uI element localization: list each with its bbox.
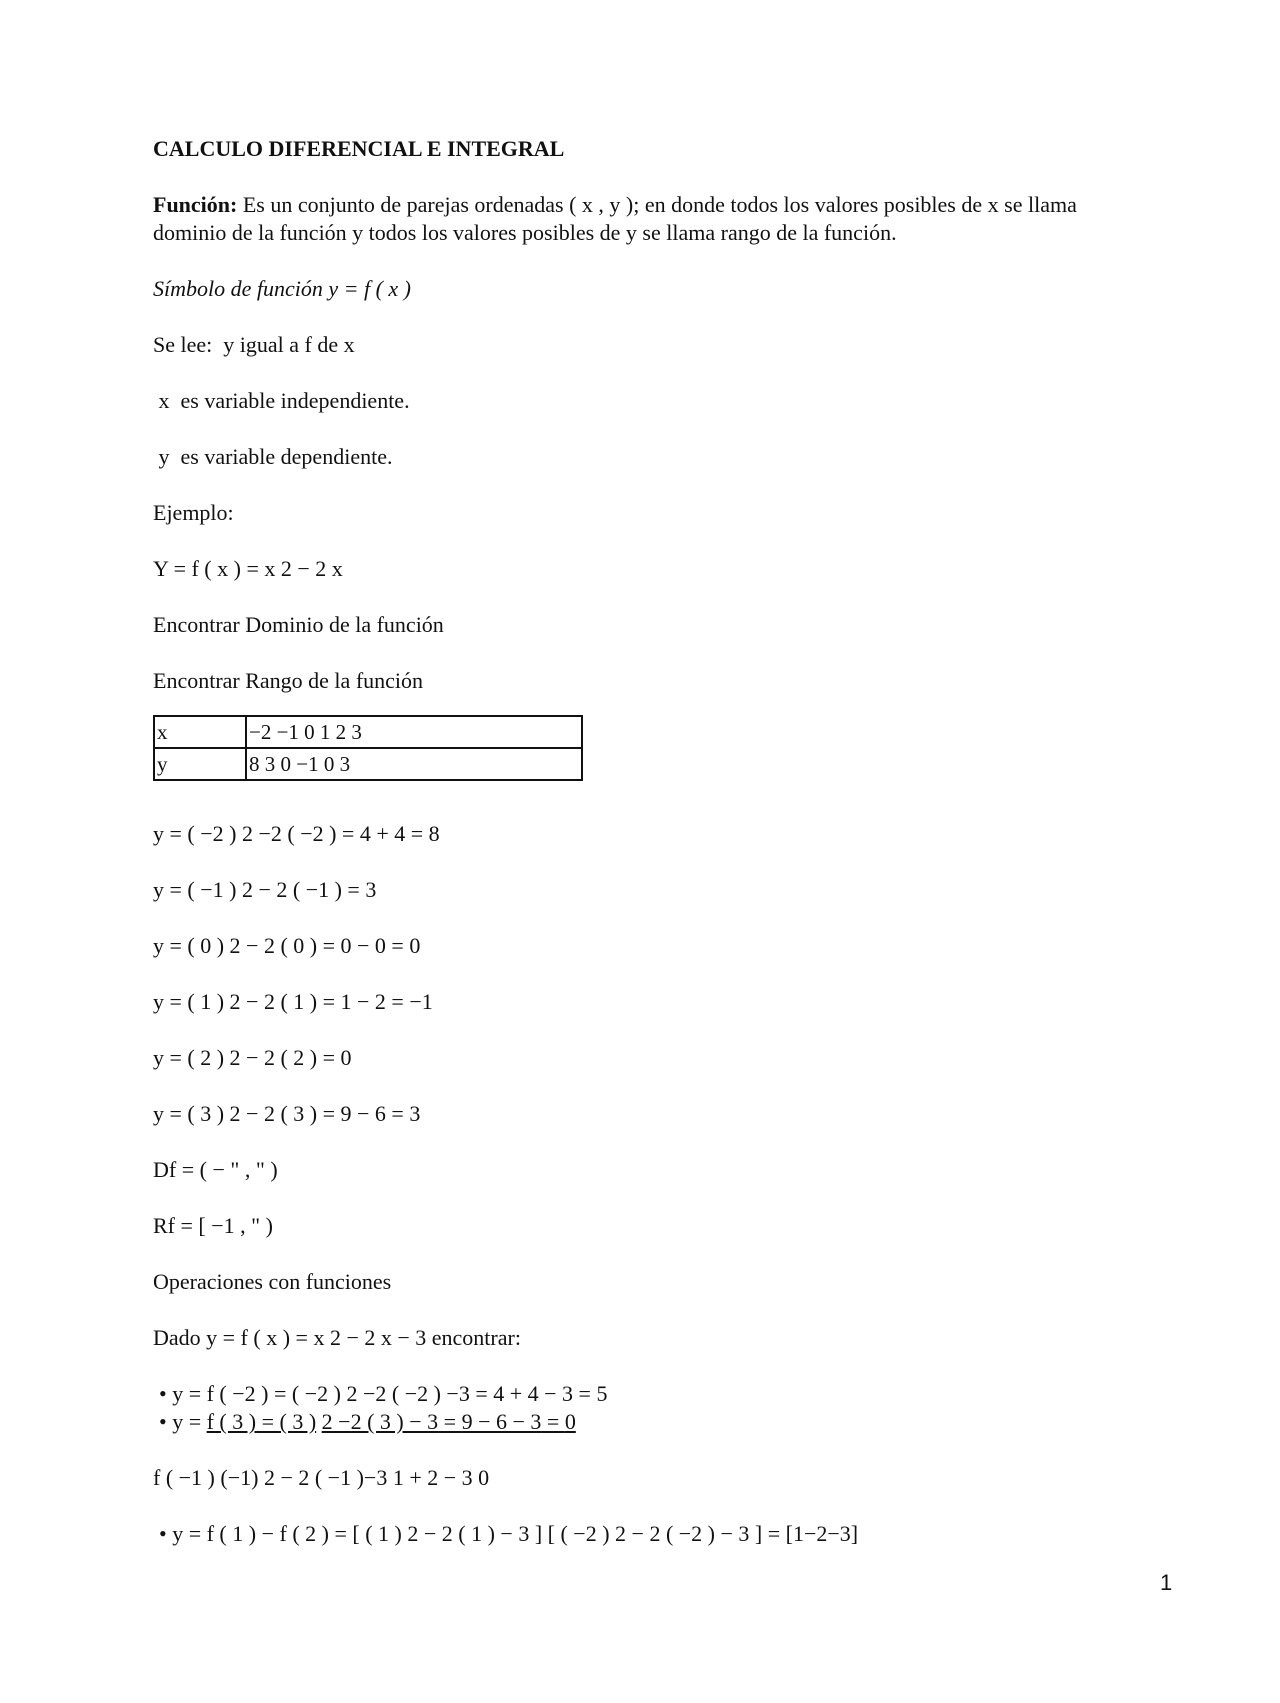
- document-title: CALCULO DIFERENCIAL E INTEGRAL: [153, 136, 565, 161]
- evaluation-line: y = ( 3 ) 2 − 2 ( 3 ) = 9 − 6 = 3: [153, 1101, 421, 1126]
- example-label: Ejemplo:: [153, 500, 234, 525]
- underlined-term: f ( 3 ): [206, 1409, 257, 1434]
- underlined-term: 2 −2 ( 3 ) − 3: [321, 1409, 439, 1434]
- table-row: [154, 748, 582, 780]
- range-result: Rf = [ −1 , " ): [153, 1213, 273, 1238]
- example-equation: Y = f ( x ) = x 2 − 2 x: [153, 556, 343, 581]
- definition-paragraph: [153, 191, 1153, 247]
- table-cell-label: y: [154, 748, 246, 780]
- table-cell-values: −2 −1 0 1 2 3: [246, 716, 582, 748]
- table-row: [154, 716, 582, 748]
- bullet-item: • y = f ( −2 ) = ( −2 ) 2 −2 ( −2 ) −3 = 4 + 4 − 3 = 5: [159, 1381, 608, 1406]
- page-number: 1: [1160, 1570, 1173, 1595]
- definition-text: Es un conjunto de parejas ordenadas ( x , y ); en donde todos los valores posibles de x se llama dominio de la función y todos los valores posibles de y se llama rango de la función.: [153, 192, 1077, 245]
- underlined-term: =: [438, 1409, 462, 1434]
- underlined-term: =: [541, 1409, 565, 1434]
- function-symbol-line: Símbolo de función y = f ( x ): [153, 276, 412, 301]
- underlined-term: =: [256, 1409, 280, 1434]
- values-table: [153, 715, 583, 781]
- table-cell-label: x: [154, 716, 246, 748]
- definition-term: Función:: [153, 192, 238, 217]
- table-cell-values: 8 3 0 −1 0 3: [246, 748, 582, 780]
- evaluation-line: y = ( 2 ) 2 − 2 ( 2 ) = 0: [153, 1045, 352, 1070]
- underlined-term: 0: [564, 1409, 576, 1434]
- domain-result: Df = ( − " , " ): [153, 1157, 278, 1182]
- underlined-term: 9 − 6 − 3: [461, 1409, 542, 1434]
- bullet-item: • y = f ( 1 ) − f ( 2 ) = [ ( 1 ) 2 − 2 ( 1 ) − 3 ] [ ( −2 ) 2 − 2 ( −2 ) − 3 ] = [1−2−3]: [159, 1521, 859, 1546]
- f-neg1-line: f ( −1 ) (−1) 2 − 2 ( −1 )−3 1 + 2 − 3 0: [153, 1465, 490, 1490]
- evaluation-line: y = ( −1 ) 2 − 2 ( −1 ) = 3: [153, 877, 377, 902]
- operations-heading: Operaciones con funciones: [153, 1269, 392, 1294]
- given-function-line: Dado y = f ( x ) = x 2 − 2 x − 3 encontrar:: [153, 1325, 521, 1350]
- bullet-item: [159, 1408, 576, 1436]
- evaluation-line: y = ( 1 ) 2 − 2 ( 1 ) = 1 − 2 = −1: [153, 989, 433, 1014]
- dependent-variable-line: y es variable dependiente.: [153, 444, 393, 469]
- reads-line: Se lee: y igual a f de x: [153, 332, 355, 357]
- independent-variable-line: x es variable independiente.: [153, 388, 410, 413]
- underlined-term: ( 3 ): [279, 1409, 317, 1434]
- find-domain-line: Encontrar Dominio de la función: [153, 612, 444, 637]
- evaluation-line: y = ( −2 ) 2 −2 ( −2 ) = 4 + 4 = 8: [153, 821, 440, 846]
- find-range-line: Encontrar Rango de la función: [153, 668, 424, 693]
- evaluation-line: y = ( 0 ) 2 − 2 ( 0 ) = 0 − 0 = 0: [153, 933, 421, 958]
- bullet-prefix: • y =: [159, 1409, 207, 1434]
